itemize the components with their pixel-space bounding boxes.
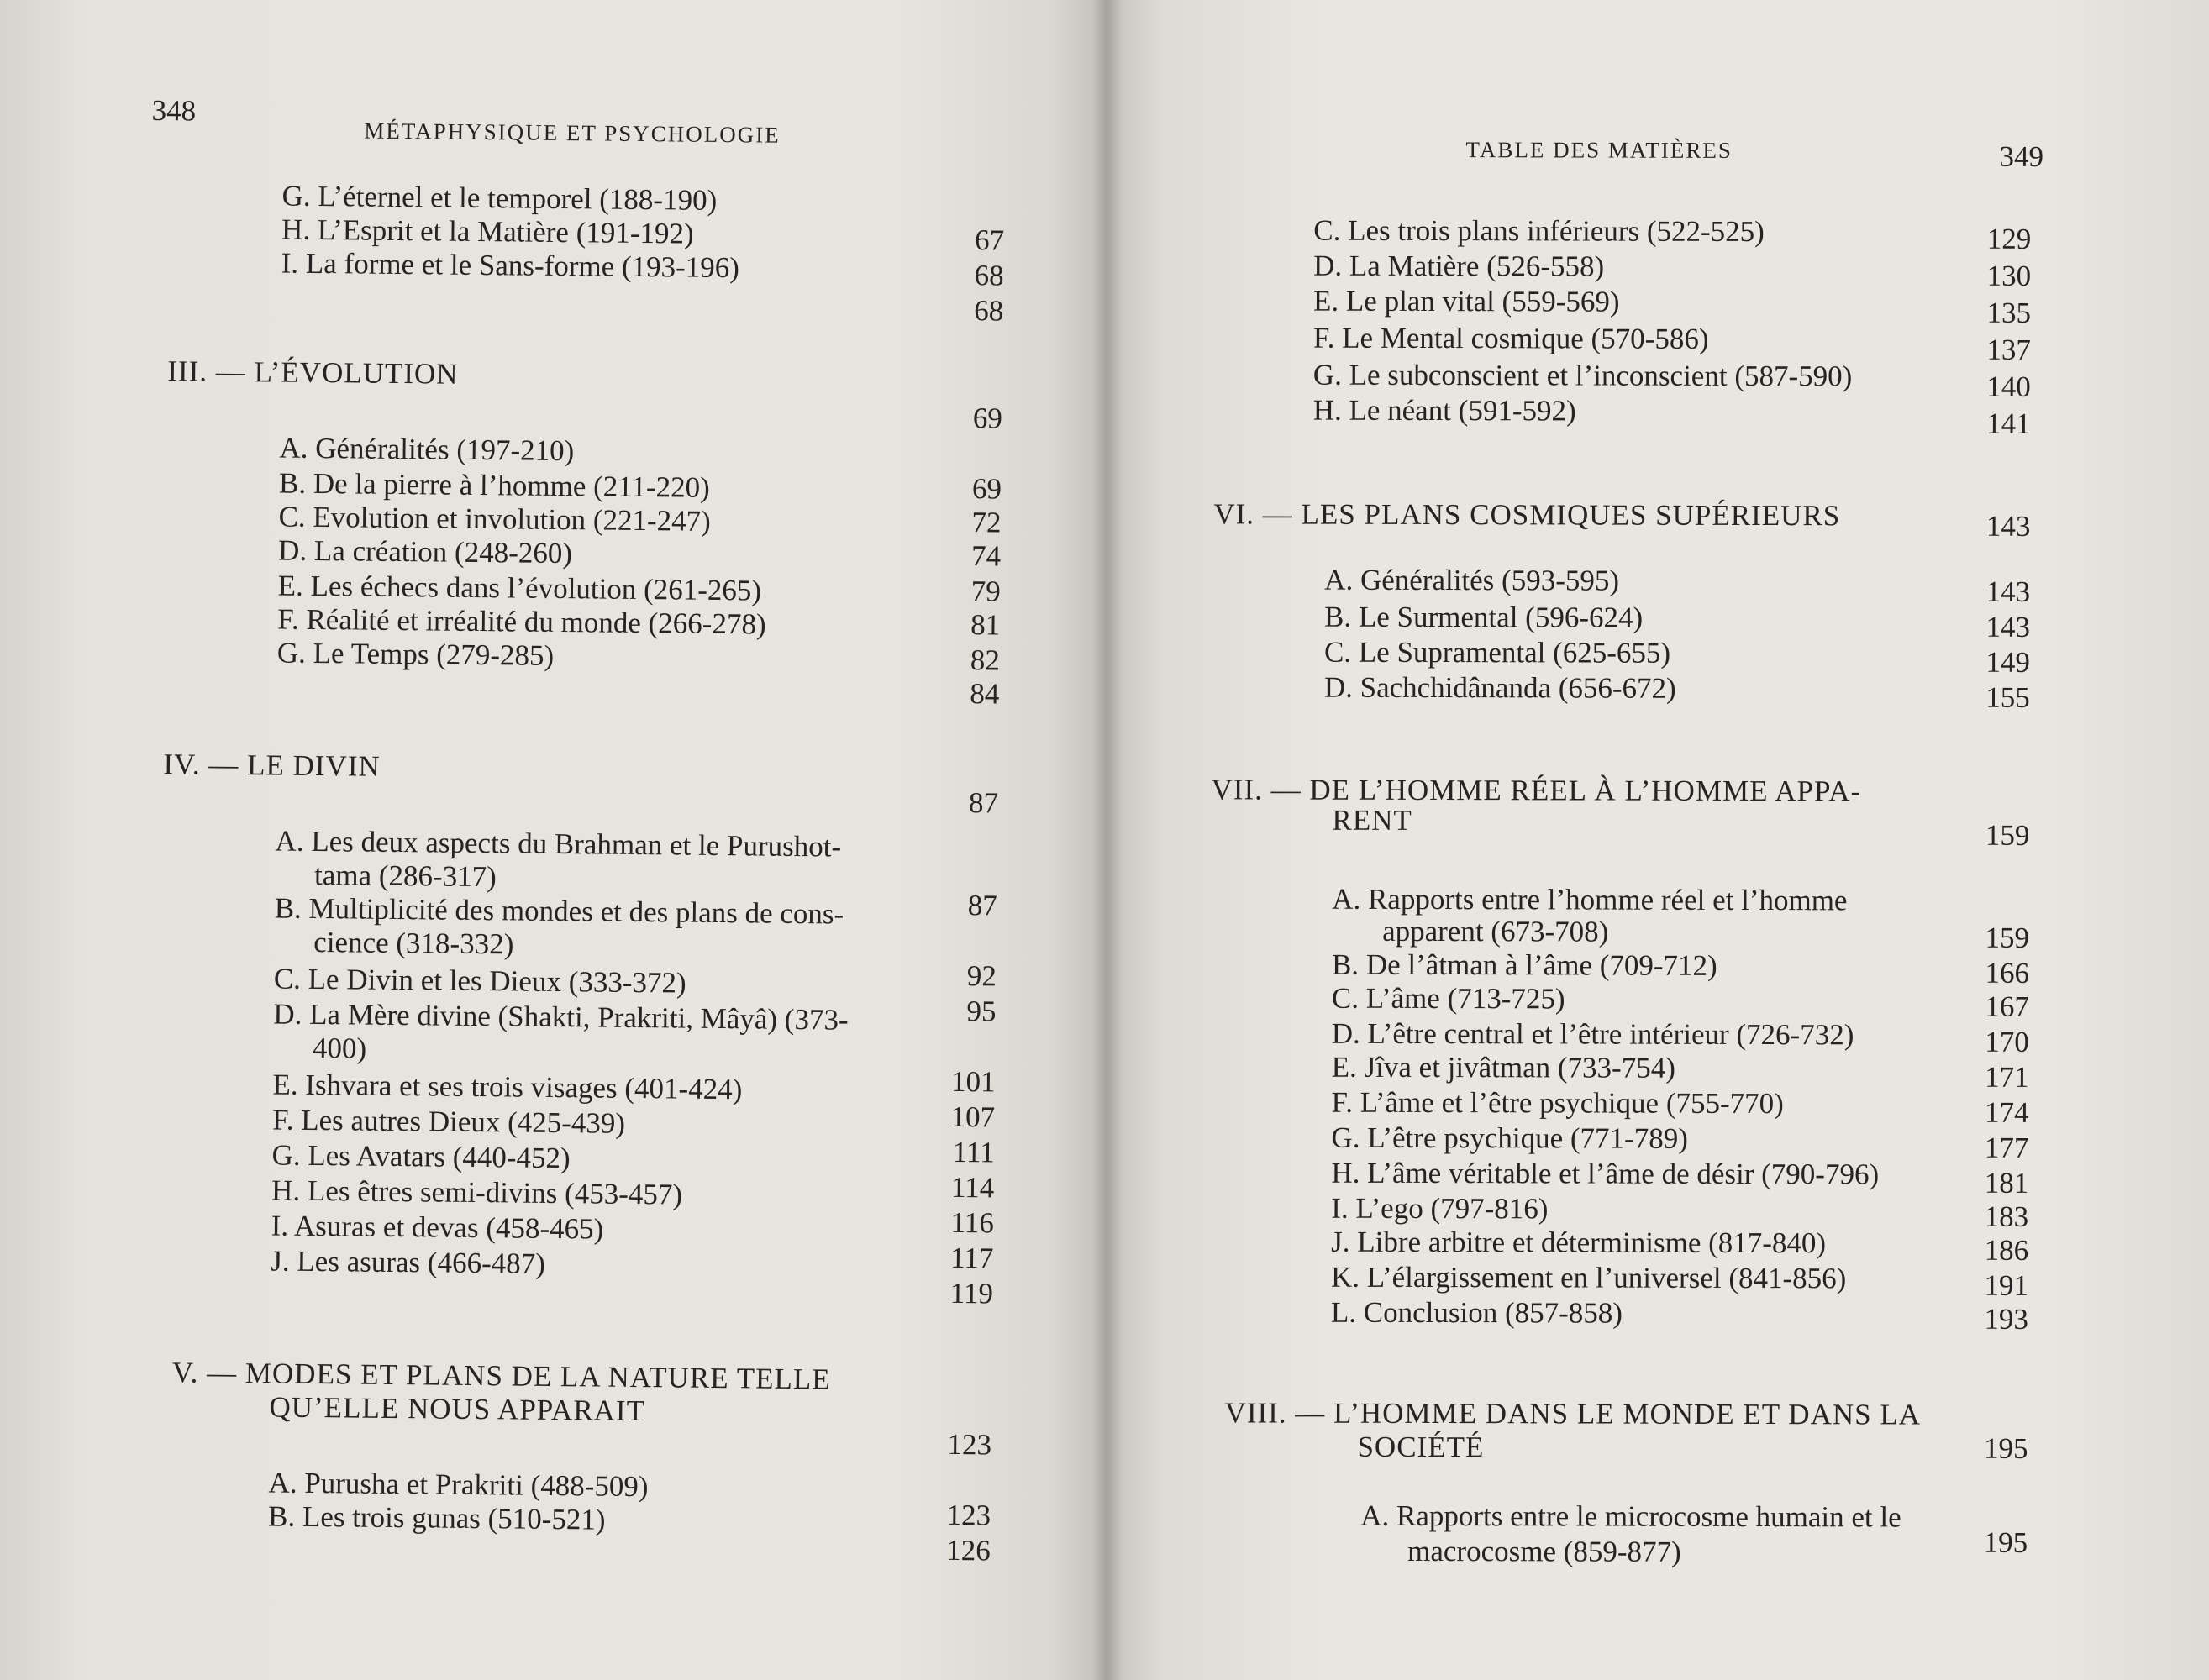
- chapter-heading: III. — L’ÉVOLUTION: [167, 354, 459, 391]
- toc-entry: B. De la pierre à l’homme (211-220): [278, 466, 711, 504]
- toc-entry: C. L’âme (713-725): [1331, 981, 1565, 1016]
- toc-page-number: 195: [1983, 1525, 2028, 1559]
- toc-page-number: 68: [973, 294, 1004, 328]
- toc-page-number: 119: [949, 1276, 994, 1310]
- toc-entry: F. Le Mental cosmique (570-586): [1312, 321, 1709, 355]
- toc-entry: E. Ishvara et ses trois visages (401-424): [272, 1068, 743, 1106]
- toc-page-number: 74: [970, 539, 1002, 573]
- toc-page-number: 111: [952, 1135, 995, 1169]
- toc-page-number: 130: [1986, 259, 2032, 292]
- toc-entry: A. Généralités (197-210): [279, 431, 575, 468]
- toc-page-number: 82: [970, 643, 1001, 677]
- toc-page-number: 107: [950, 1100, 996, 1134]
- toc-page-number: 143: [1985, 610, 2031, 643]
- toc-entry: H. L’Esprit et la Matière (191-192): [281, 213, 694, 250]
- toc-page-number: 167: [1985, 990, 2029, 1023]
- toc-entry: D. La Mère divine (Shakti, Prakriti, Mâyâ) (373-: [273, 997, 849, 1037]
- toc-page-number: 166: [1985, 956, 2030, 990]
- toc-entry: E. Les échecs dans l’évolution (261-265): [277, 569, 762, 607]
- chapter-heading: VIII. — L’HOMME DANS LE MONDE ET DANS LA: [1224, 1396, 1922, 1431]
- toc-page-number: 67: [974, 223, 1005, 257]
- toc-page-number: 69: [971, 472, 1002, 506]
- toc-entry: I. L’ego (797-816): [1331, 1191, 1549, 1226]
- toc-page-number: 186: [1984, 1233, 2029, 1267]
- toc-page-number: 174: [1984, 1095, 2029, 1129]
- toc-page-number: 143: [1985, 575, 2031, 608]
- toc-entry: D. La création (248-260): [277, 533, 573, 570]
- toc-page-number: 170: [1985, 1025, 2029, 1058]
- toc-page-number: 123: [947, 1427, 992, 1462]
- chapter-heading: VI. — LES PLANS COSMIQUES SUPÉRIEURS: [1213, 497, 1841, 533]
- toc-page-number: 84: [970, 677, 1000, 711]
- toc-entry: J. Les asuras (466-487): [271, 1244, 546, 1280]
- toc-entry: H. Les êtres semi-divins (453-457): [271, 1173, 683, 1211]
- toc-entry: C. Le Supramental (625-655): [1323, 635, 1671, 669]
- toc-entry: A. Rapports entre l’homme réel et l’homme: [1332, 882, 1848, 917]
- toc-page-number: 69: [972, 402, 1003, 435]
- toc-entry: G. Le Temps (279-285): [276, 636, 555, 672]
- toc-entry-continuation: 400): [312, 1031, 367, 1065]
- toc-page-number: 123: [946, 1498, 991, 1532]
- toc-entry-continuation: macrocosme (859-877): [1407, 1534, 1681, 1568]
- toc-entry: I. Asuras et devas (458-465): [271, 1209, 604, 1246]
- toc-entry: E. Jîva et jivâtman (733-754): [1331, 1050, 1675, 1084]
- toc-page-number: 117: [949, 1241, 994, 1275]
- toc-page-number: 126: [946, 1533, 991, 1567]
- toc-page-number: 68: [974, 259, 1004, 292]
- toc-entry: L. Conclusion (857-858): [1330, 1295, 1623, 1330]
- toc-page-number: 177: [1984, 1131, 2029, 1164]
- toc-entry: A. Purusha et Prakriti (488-509): [268, 1466, 649, 1504]
- page-number-right: 349: [1999, 139, 2044, 173]
- toc-page-number: 140: [1986, 370, 2031, 403]
- toc-entry: B. De l’âtman à l’âme (709-712): [1331, 948, 1717, 982]
- toc-entry: A. Rapports entre le microcosme humain et le: [1360, 1499, 1901, 1534]
- toc-page-number: 195: [1983, 1431, 2028, 1465]
- running-head-left: MÉTAPHYSIQUE ET PSYCHOLOGIE: [364, 118, 781, 148]
- toc-entry: C. Evolution et involution (221-247): [278, 500, 712, 538]
- toc-entry: H. Le néant (591-592): [1312, 393, 1576, 428]
- toc-page-number: 95: [966, 995, 997, 1028]
- toc-entry: H. L’âme véritable et l’âme de désir (790-796): [1331, 1156, 1880, 1191]
- toc-entry: G. Les Avatars (440-452): [271, 1138, 571, 1175]
- chapter-heading-continuation: RENT: [1332, 803, 1412, 837]
- toc-page-number: 79: [970, 575, 1001, 608]
- toc-page-number: 87: [967, 889, 997, 922]
- toc-page-number: 171: [1985, 1060, 2029, 1094]
- toc-entry-continuation: cience (318-332): [313, 925, 514, 961]
- toc-page-number: 116: [950, 1205, 995, 1240]
- toc-entry: B. Le Surmental (596-624): [1324, 600, 1644, 634]
- chapter-heading-continuation: SOCIÉTÉ: [1357, 1430, 1485, 1464]
- toc-entry: A. Généralités (593-595): [1324, 563, 1620, 597]
- toc-entry: G. Le subconscient et l’inconscient (587-590): [1312, 358, 1853, 393]
- toc-page-number: 101: [950, 1064, 996, 1099]
- toc-page-number: 159: [1985, 921, 2030, 954]
- toc-entry: D. Sachchidânanda (656-672): [1323, 670, 1676, 705]
- toc-page-number: 193: [1984, 1302, 2028, 1336]
- toc-page-number: 92: [966, 959, 997, 993]
- toc-page-number: 114: [950, 1170, 995, 1205]
- toc-entry: J. Libre arbitre et déterminisme (817-840): [1331, 1225, 1827, 1260]
- toc-page-number: 155: [1985, 680, 2030, 714]
- toc-entry: D. L’être central et l’être intérieur (726-732): [1331, 1016, 1854, 1052]
- toc-page-number: 72: [971, 506, 1002, 539]
- toc-entry-continuation: tama (286-317): [313, 858, 497, 894]
- toc-page-number: 159: [1985, 818, 2030, 852]
- chapter-heading: VII. — DE L’HOMME RÉEL À L’HOMME APPA-: [1211, 773, 1862, 808]
- toc-entry: G. L’éternel et le temporel (188-190): [281, 179, 718, 217]
- toc-page-number: 183: [1984, 1200, 2029, 1233]
- toc-page-number: 129: [1986, 222, 2032, 255]
- toc-page-number: 191: [1984, 1268, 2029, 1302]
- toc-entry: A. Les deux aspects du Brahman et le Purushot-: [275, 824, 842, 864]
- toc-entry: B. Les trois gunas (510-521): [267, 1499, 606, 1536]
- running-head-right: TABLE DES MATIÈRES: [1465, 137, 1733, 163]
- toc-entry: K. L’élargissement en l’universel (841-856): [1330, 1260, 1847, 1295]
- toc-entry: F. L’âme et l’être psychique (755-770): [1331, 1085, 1784, 1121]
- toc-entry: G. L’être psychique (771-789): [1331, 1121, 1688, 1155]
- toc-entry: C. Les trois plans inférieurs (522-525): [1313, 213, 1765, 249]
- page-number-left: 348: [151, 93, 197, 128]
- toc-entry: D. La Matière (526-558): [1313, 249, 1605, 283]
- chapter-heading-continuation: QU’ELLE NOUS APPARAIT: [269, 1390, 646, 1428]
- right-page: [1107, 0, 2209, 1680]
- toc-entry: E. Le plan vital (559-569): [1313, 284, 1620, 318]
- toc-page-number: 149: [1985, 645, 2030, 679]
- toc-page-number: 87: [968, 786, 999, 820]
- toc-entry: C. Le Divin et les Dieux (333-372): [273, 962, 686, 1000]
- toc-page-number: 141: [1986, 407, 2031, 440]
- toc-entry: B. Multiplicité des mondes et des plans de cons-: [274, 891, 844, 931]
- right-page-content: [1107, 0, 2209, 1680]
- book-gutter: [1092, 0, 1123, 1680]
- toc-entry-continuation: apparent (673-708): [1382, 914, 1609, 948]
- toc-page-number: 135: [1986, 296, 2032, 329]
- toc-page-number: 137: [1986, 333, 2031, 366]
- toc-page-number: 81: [970, 608, 1001, 642]
- toc-page-number: 143: [1985, 509, 2031, 543]
- toc-entry: F. Réalité et irréalité du monde (266-278): [277, 602, 766, 641]
- chapter-heading: V. — MODES ET PLANS DE LA NATURE TELLE: [171, 1356, 831, 1396]
- toc-entry: F. Les autres Dieux (425-439): [271, 1103, 626, 1140]
- toc-page-number: 181: [1984, 1166, 2029, 1200]
- chapter-heading: IV. — LE DIVIN: [163, 748, 381, 783]
- toc-entry: I. La forme et le Sans-forme (193-196): [281, 246, 740, 285]
